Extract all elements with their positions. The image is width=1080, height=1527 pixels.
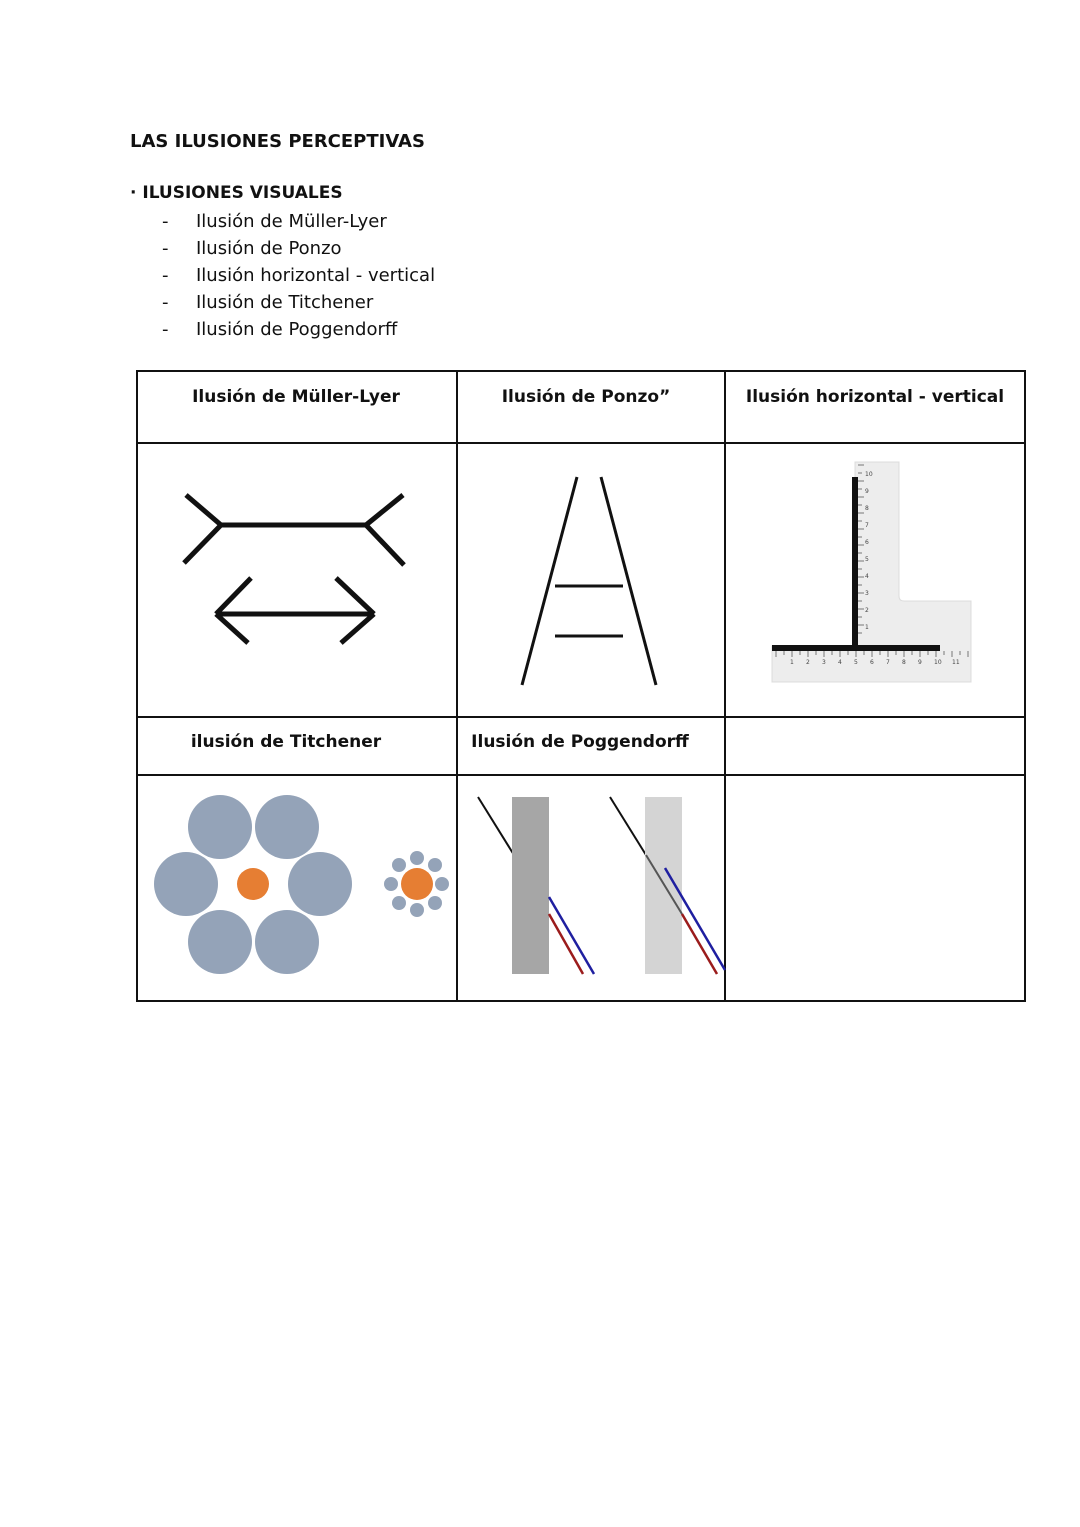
list-item [162,235,435,262]
ruler-number: 8 [865,505,869,512]
poggendorff-figure [478,797,725,974]
list-item-text: Ilusión de Müller-Lyer [196,211,387,232]
list-bullet: - [162,292,169,313]
ruler-number: 3 [865,590,869,597]
ruler-number: 1 [865,624,869,631]
ruler-number: 4 [838,659,842,666]
section-heading: · ILUSIONES VISUALES [130,183,343,203]
ruler-number: 6 [870,659,874,666]
titchener-center-left [237,868,269,900]
list-item-text: Ilusión de Ponzo [196,238,342,259]
illusions-table [136,370,1026,1002]
ponzo-figure [522,477,656,685]
ruler-number: 10 [934,659,942,666]
ruler-number: 2 [865,607,869,614]
poggendorff-dark-bar [512,797,549,974]
ruler-number: 2 [806,659,810,666]
list-item [162,316,435,343]
illusion-list [162,208,435,343]
list-bullet: - [162,238,169,259]
ruler-number: 9 [865,488,869,495]
list-item-text: Ilusión horizontal - vertical [196,265,436,286]
ruler-number: 4 [865,573,869,580]
ruler-number: 3 [822,659,826,666]
ruler-number: 9 [918,659,922,666]
ruler-number: 10 [865,471,873,478]
ruler-number: 1 [790,659,794,666]
list-item [162,289,435,316]
ruler-number: 8 [902,659,906,666]
header-poggendorff: Ilusión de Poggendorff [471,732,689,752]
list-item-text: Ilusión de Poggendorff [196,319,398,340]
list-item [162,208,435,235]
poggendorff-red-line [682,914,717,974]
list-item-text: Ilusión de Titchener [196,292,374,313]
header-titchener: ilusión de Titchener [190,732,382,752]
header-muller-lyer: Ilusión de Müller-Lyer [192,387,400,407]
ruler-number: 7 [886,659,890,666]
vertical-bar [852,477,858,650]
list-item [162,262,435,289]
ruler-number: 5 [854,659,858,666]
titchener-figure [154,795,449,974]
ruler-number: 7 [865,522,869,529]
horizontal-bar [772,645,940,651]
poggendorff-blue-line [549,897,594,974]
list-bullet: - [162,319,169,340]
header-horizontal-vertical: Ilusión horizontal - vertical [745,387,1005,407]
list-bullet: - [162,265,169,286]
header-ponzo: Ilusión de Ponzo” [501,387,671,407]
titchener-center-right [401,868,433,900]
ruler-number: 5 [865,556,869,563]
ruler-number: 11 [952,659,960,666]
muller-lyer-figure [184,495,404,643]
horizontal-vertical-figure [772,462,971,682]
ruler-number: 6 [865,539,869,546]
list-bullet: - [162,211,169,232]
page-title: LAS ILUSIONES PERCEPTIVAS [130,131,425,152]
